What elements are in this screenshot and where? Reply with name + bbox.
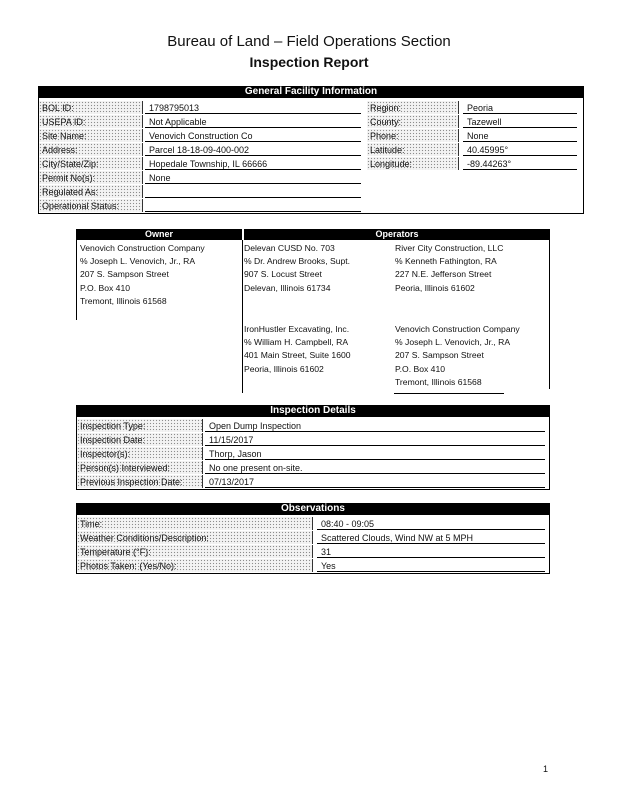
field-value: 40.45995° (467, 145, 509, 155)
field-label: Inspector(s): (77, 447, 203, 460)
address-line: 907 S. Locust Street (244, 269, 322, 280)
address-line: Venovich Construction Company (80, 243, 205, 253)
facility-section-header: General Facility Information (38, 86, 584, 97)
field-row (367, 101, 585, 115)
address-line: Peoria, Illinois 61602 (244, 363, 324, 374)
field-label: Previous Inspection Date: (77, 475, 203, 488)
address-line: Peoria, Illinois 61602 (395, 282, 475, 293)
field-label: Time: (77, 517, 313, 530)
field-value: Open Dump Inspection (209, 421, 302, 431)
field-value: Thorp, Jason (209, 449, 262, 459)
field-value: Hopedale Township, IL 66666 (149, 159, 268, 169)
field-row (77, 545, 551, 559)
facility-table (38, 97, 584, 214)
field-label: City/State/Zip: (39, 157, 143, 170)
field-label: Inspection Type: (77, 419, 203, 432)
field-label: Longitude: (367, 157, 459, 170)
address-line: % Joseph L. Venovich, Jr., RA (395, 337, 511, 348)
field-row (39, 129, 369, 143)
field-label: Permit No(s): (39, 171, 143, 184)
field-label: BOL ID: (39, 101, 143, 114)
owner-header: Owner (76, 229, 242, 240)
address-line: Delevan, Illinois 61734 (244, 282, 331, 293)
field-row (39, 171, 369, 185)
field-value: 31 (321, 547, 332, 557)
field-label: Weather Conditions/Description: (77, 531, 313, 544)
operator-3-address (244, 323, 351, 376)
observations-table (76, 514, 550, 574)
field-value: 11/15/2017 (209, 435, 254, 445)
field-row (77, 517, 551, 531)
field-value: Scattered Clouds, Wind NW at 5 MPH (321, 533, 474, 543)
field-value: 08:40 - 09:05 (321, 519, 375, 529)
operator-2-address (395, 242, 503, 295)
address-line: Delevan CUSD No. 703 (244, 243, 335, 253)
field-label: USEPA ID: (39, 115, 143, 128)
observations-section-header: Observations (76, 503, 550, 514)
field-row (77, 475, 551, 489)
field-row (367, 129, 585, 143)
field-label: Temperature (°F): (77, 545, 313, 558)
field-value: 07/13/2017 (209, 477, 255, 487)
field-label: Person(s) Interviewed: (77, 461, 203, 474)
address-line: Tremont, Illinois 61568 (395, 376, 482, 387)
field-value: Tazewell (467, 117, 502, 127)
operators-header: Operators (244, 229, 550, 240)
address-line: 207 S. Sampson Street (80, 269, 169, 280)
address-line: Venovich Construction Company (395, 324, 520, 334)
field-row (77, 531, 551, 545)
field-row (77, 433, 551, 447)
address-line: 401 Main Street, Suite 1600 (244, 350, 351, 361)
field-label: Region: (367, 101, 459, 114)
field-row (39, 143, 369, 157)
field-row (39, 157, 369, 171)
field-value: -89.44263° (467, 159, 512, 169)
bureau-title: Bureau of Land – Field Operations Section (167, 33, 451, 50)
operator-1-address (244, 242, 350, 295)
field-label: Operational Status: (39, 199, 143, 212)
field-row (39, 199, 369, 213)
report-title: Inspection Report (249, 54, 369, 70)
operator-4-address (395, 323, 520, 389)
field-value: None (467, 131, 489, 141)
field-label: Inspection Date: (77, 433, 203, 446)
address-line: P.O. Box 410 (80, 282, 131, 293)
field-value: None (149, 173, 171, 183)
field-row (39, 101, 369, 115)
field-label: Address: (39, 143, 143, 156)
field-value: 1798795013 (149, 103, 200, 113)
field-row (367, 157, 585, 171)
parties-section (76, 229, 550, 395)
field-row (77, 559, 551, 573)
field-row (367, 143, 585, 157)
field-value: Not Applicable (149, 117, 207, 127)
field-value: Yes (321, 561, 336, 571)
address-line: 227 N.E. Jefferson Street (395, 269, 492, 280)
address-line: 207 S. Sampson Street (395, 350, 484, 361)
address-line: % Joseph L. Venovich, Jr., RA (80, 256, 196, 267)
field-row (77, 419, 551, 433)
field-label: Phone: (367, 129, 459, 142)
address-line: % Dr. Andrew Brooks, Supt. (244, 256, 351, 267)
inspection-table (76, 416, 550, 490)
field-label: Regulated As: (39, 185, 143, 198)
address-line: IronHustler Excavating, Inc. (244, 324, 350, 334)
field-label: Site Name: (39, 129, 143, 142)
address-line: P.O. Box 410 (395, 363, 446, 374)
inspection-section-header: Inspection Details (76, 405, 550, 416)
field-label: County: (367, 115, 459, 128)
field-row (39, 185, 369, 199)
field-value: No one present on-site. (209, 463, 303, 473)
address-line: % William H. Campbell, RA (244, 337, 349, 348)
field-row (39, 115, 369, 129)
field-value: Peoria (467, 103, 494, 113)
owner-address (80, 242, 205, 308)
address-line: % Kenneth Fathington, RA (395, 256, 497, 267)
page-number: 1 (542, 764, 548, 774)
field-value: Venovich Construction Co (149, 131, 253, 141)
field-value: Parcel 18-18-09-400-002 (149, 145, 250, 155)
field-label: Photos Taken: (Yes/No): (77, 559, 313, 572)
address-line: River City Construction, LLC (395, 243, 504, 253)
field-row (77, 447, 551, 461)
field-row (77, 461, 551, 475)
address-line: Tremont, Illinois 61568 (80, 295, 167, 306)
field-label: Latitude: (367, 143, 459, 156)
field-row (367, 115, 585, 129)
